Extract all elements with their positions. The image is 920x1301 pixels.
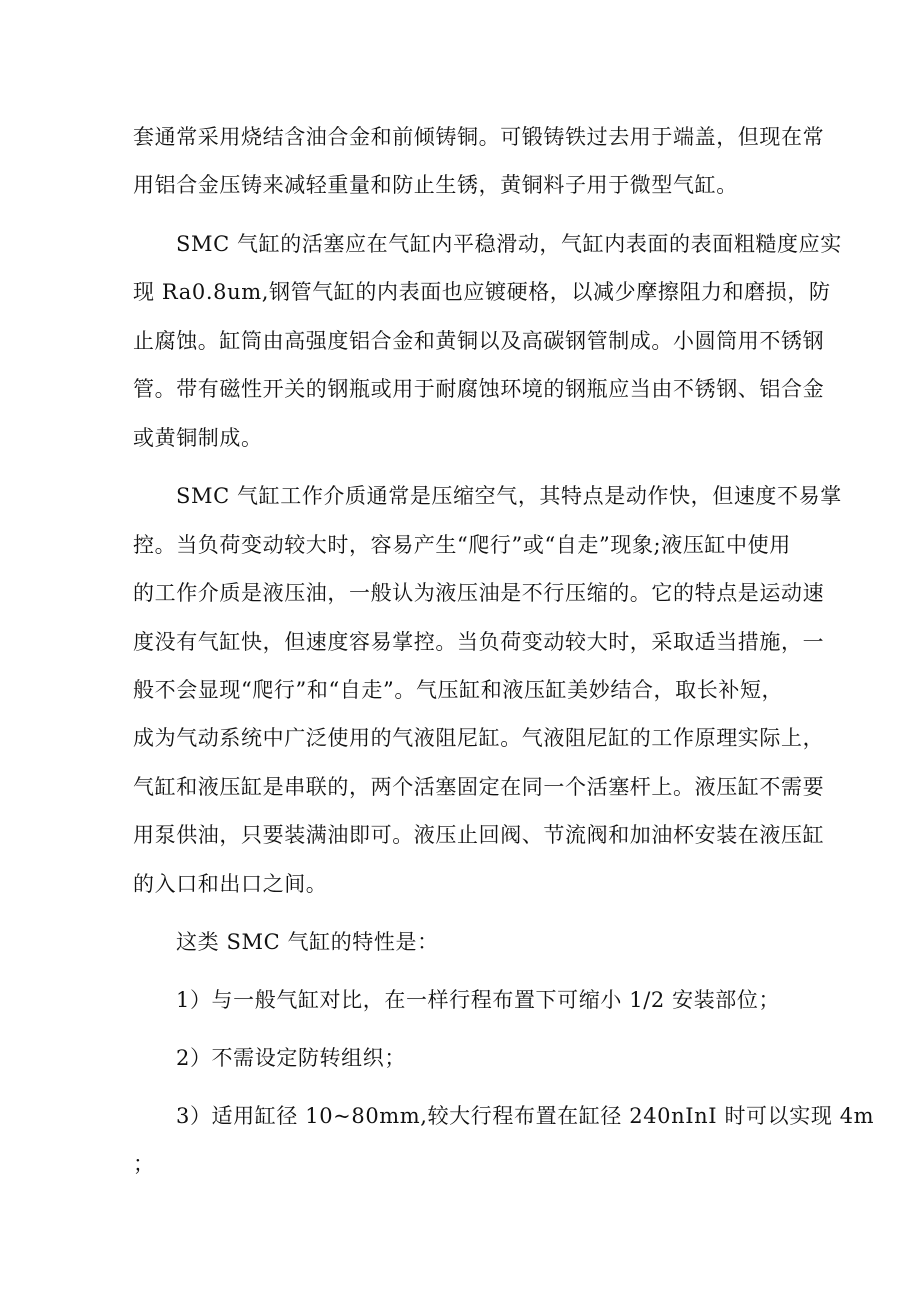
text-line: 的入口和出口之间。 [133,872,328,896]
text-line: 或黄铜制成。 [133,426,263,450]
text-line: ； [133,1152,155,1176]
list-item: 1）与一般气缸对比，在一样行程布置下可缩小 1/2 安装部位； [176,988,781,1012]
text-line: 度没有气缸快，但速度容易掌控。当负荷变动较大时，采取适当措施，一 [133,630,825,654]
text-line: 般不会显现“爬行”和“自走”。气压缸和液压缸美妙结合，取长补短， [133,678,784,702]
text-line: 控。当负荷变动较大时，容易产生“爬行”或“自走”现象;液压缸中使用 [133,533,791,557]
text-line: 用泵供油，只要装满油即可。液压止回阀、节流阀和加油杯安装在液压缸 [133,823,825,847]
list-item: 2）不需设定防转组织； [176,1046,406,1070]
text-line: 用铝合金压铸来减轻重量和防止生锈，黄铜料子用于微型气缸。 [133,173,738,197]
text-line: 管。带有磁性开关的钢瓶或用于耐腐蚀环境的钢瓶应当由不锈钢、铝合金 [133,377,825,401]
text-line: 止腐蚀。缸筒由高强度铝合金和黄铜以及高碳钢管制成。小圆筒用不锈钢 [133,329,825,353]
paragraph-start-line: SMC 气缸工作介质通常是压缩空气，其特点是动作快，但速度不易掌 [176,484,842,508]
text-line: 气缸和液压缸是串联的，两个活塞固定在同一个活塞杆上。液压缸不需要 [133,775,825,799]
text-line: 现 Ra0.8um,钢管气缸的内表面也应镀硬格，以减少摩擦阻力和磨损，防 [133,280,831,304]
text-line: 的工作介质是液压油，一般认为液压油是不行压缩的。它的特点是运动速 [133,581,825,605]
list-item: 3）适用缸径 10~80mm,较大行程布置在缸径 240nInI 时可以实现 4m [176,1104,875,1128]
text-line: 套通常采用烧结含油合金和前倾铸铜。可锻铸铁过去用于端盖，但现在常 [133,125,825,149]
list-intro-line: 这类 SMC 气缸的特性是： [176,930,439,954]
paragraph-start-line: SMC 气缸的活塞应在气缸内平稳滑动，气缸内表面的表面粗糙度应实 [176,232,842,256]
text-line: 成为气动系统中广泛使用的气液阻尼缸。气液阻尼缸的工作原理实际上， [133,726,825,750]
